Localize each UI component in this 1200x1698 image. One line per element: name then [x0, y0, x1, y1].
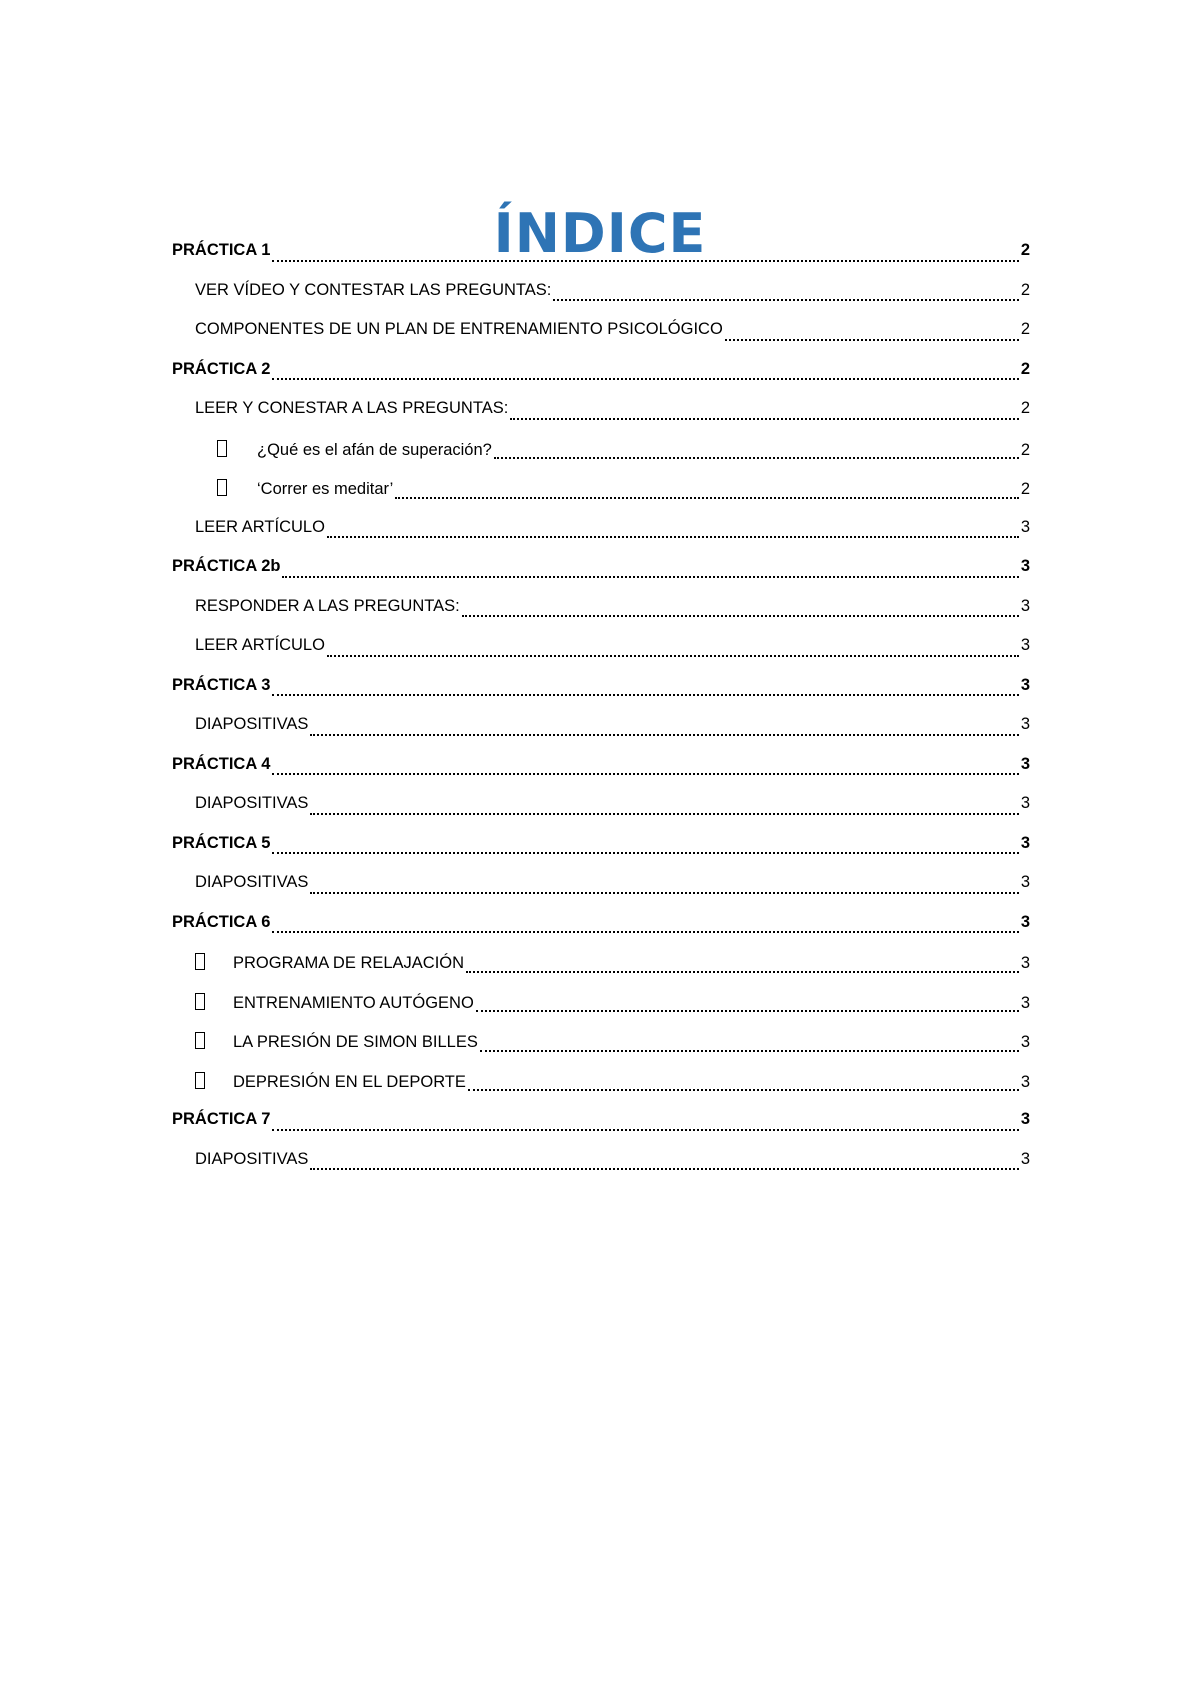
- dot-leader: [272, 1129, 1018, 1131]
- toc-entry[interactable]: [172, 675, 1030, 715]
- bullet-icon: [217, 479, 227, 496]
- toc-entry-title: PROGRAMA DE RELAJACIÓN: [233, 954, 465, 972]
- toc-entry-title: PRÁCTICA 2: [172, 359, 271, 378]
- toc-entry-title: DIAPOSITIVAS: [195, 873, 309, 891]
- toc-entry-title: VER VÍDEO Y CONTESTAR LAS PREGUNTAS:: [195, 280, 552, 299]
- toc-entry-title: PRÁCTICA 3: [172, 675, 271, 694]
- toc-page-number: 3: [1020, 675, 1030, 694]
- table-of-contents: [172, 240, 1030, 1188]
- toc-entry[interactable]: [172, 398, 1030, 438]
- dot-leader: [468, 1089, 1019, 1091]
- toc-entry-title: DIAPOSITIVAS: [195, 1149, 309, 1168]
- dot-leader: [395, 497, 1019, 499]
- toc-entry[interactable]: [172, 319, 1030, 359]
- toc-entry[interactable]: [172, 912, 1030, 952]
- toc-entry[interactable]: [172, 754, 1030, 794]
- dot-leader: [272, 260, 1018, 262]
- toc-entry[interactable]: [172, 1030, 1030, 1070]
- dot-leader: [272, 694, 1018, 696]
- dot-leader: [476, 1010, 1019, 1012]
- dot-leader: [272, 931, 1018, 933]
- toc-page-number: 3: [1020, 954, 1030, 972]
- toc-entry[interactable]: [172, 872, 1030, 912]
- dot-leader: [310, 813, 1018, 815]
- toc-entry[interactable]: [172, 1070, 1030, 1110]
- bullet-icon: [195, 1032, 205, 1049]
- toc-entry-title: PRÁCTICA 4: [172, 754, 271, 773]
- toc-entry-title: LA PRESIÓN DE SIMON BILLES: [233, 1033, 478, 1051]
- toc-entry-title: DEPRESIÓN EN EL DEPORTE: [233, 1072, 466, 1091]
- toc-entry-title: PRÁCTICA 2b: [172, 557, 281, 575]
- dot-leader: [462, 615, 1019, 617]
- toc-page-number: 3: [1020, 993, 1030, 1012]
- toc-entry-title: DIAPOSITIVAS: [195, 794, 309, 812]
- toc-entry[interactable]: [172, 477, 1030, 517]
- dot-leader: [282, 576, 1018, 578]
- toc-page-number: 3: [1020, 517, 1030, 536]
- dot-leader: [725, 339, 1019, 341]
- toc-page-number: 2: [1020, 280, 1030, 299]
- toc-page-number: 3: [1020, 794, 1030, 812]
- toc-entry[interactable]: [172, 438, 1030, 478]
- toc-entry-title: ¿Qué es el afán de superación?: [257, 440, 492, 459]
- toc-entry[interactable]: [172, 833, 1030, 873]
- toc-page-number: 2: [1020, 359, 1030, 378]
- toc-entry[interactable]: [172, 635, 1030, 675]
- toc-entry-title: DIAPOSITIVAS: [195, 715, 309, 733]
- toc-entry-title: PRÁCTICA 6: [172, 912, 271, 931]
- dot-leader: [272, 852, 1018, 854]
- toc-entry[interactable]: [172, 951, 1030, 991]
- toc-entry[interactable]: [172, 240, 1030, 280]
- toc-entry[interactable]: [172, 556, 1030, 596]
- dot-leader: [272, 773, 1018, 775]
- toc-page-number: 2: [1020, 399, 1030, 417]
- toc-entry[interactable]: [172, 1109, 1030, 1149]
- toc-page-number: 3: [1020, 833, 1030, 852]
- bullet-icon: [195, 953, 205, 970]
- toc-entry-title: LEER ARTÍCULO: [195, 636, 325, 654]
- dot-leader: [494, 457, 1019, 459]
- bullet-icon: [195, 993, 205, 1010]
- toc-entry[interactable]: [172, 517, 1030, 557]
- toc-page-number: 3: [1020, 1149, 1030, 1168]
- toc-entry[interactable]: [172, 793, 1030, 833]
- toc-page-number: 3: [1020, 715, 1030, 733]
- toc-entry-title: RESPONDER A LAS PREGUNTAS:: [195, 596, 460, 615]
- toc-entry[interactable]: [172, 1149, 1030, 1189]
- toc-page-number: 3: [1020, 754, 1030, 773]
- toc-entry-title: ‘Correr es meditar’: [257, 480, 394, 498]
- dot-leader: [480, 1050, 1019, 1052]
- dot-leader: [327, 655, 1019, 657]
- toc-entry-title: LEER Y CONESTAR A LAS PREGUNTAS:: [195, 399, 509, 417]
- toc-entry[interactable]: [172, 714, 1030, 754]
- toc-entry-title: PRÁCTICA 1: [172, 241, 271, 259]
- toc-page-number: 3: [1020, 596, 1030, 615]
- page-title: ÍNDICE: [493, 202, 707, 266]
- toc-page-number: 3: [1020, 1033, 1030, 1051]
- toc-entry[interactable]: [172, 280, 1030, 320]
- dot-leader: [272, 378, 1018, 380]
- toc-page-number: 3: [1020, 912, 1030, 931]
- dot-leader: [310, 1168, 1018, 1170]
- toc-entry[interactable]: [172, 991, 1030, 1031]
- toc-page-number: 2: [1020, 480, 1030, 498]
- toc-entry-title: ENTRENAMIENTO AUTÓGENO: [233, 993, 474, 1012]
- toc-entry-title: PRÁCTICA 7: [172, 1110, 271, 1128]
- dot-leader: [510, 418, 1019, 420]
- toc-page-number: 3: [1020, 1110, 1030, 1128]
- toc-page-number: 3: [1020, 873, 1030, 891]
- dot-leader: [310, 734, 1018, 736]
- toc-page-number: 2: [1020, 241, 1030, 259]
- toc-page-number: 3: [1020, 636, 1030, 654]
- dot-leader: [553, 299, 1018, 301]
- toc-page-number: 2: [1020, 320, 1030, 338]
- dot-leader: [466, 971, 1019, 973]
- bullet-icon: [217, 440, 227, 457]
- toc-entry-title: LEER ARTÍCULO: [195, 517, 325, 536]
- toc-entry-title: PRÁCTICA 5: [172, 833, 271, 852]
- toc-page-number: 3: [1020, 1072, 1030, 1091]
- dot-leader: [327, 536, 1019, 538]
- bullet-icon: [195, 1072, 205, 1089]
- dot-leader: [310, 892, 1018, 894]
- toc-entry[interactable]: [172, 359, 1030, 399]
- toc-page-number: 3: [1020, 557, 1030, 575]
- toc-entry-title: COMPONENTES DE UN PLAN DE ENTRENAMIENTO PSICOLÓGICO: [195, 320, 723, 338]
- toc-entry[interactable]: [172, 596, 1030, 636]
- toc-page-number: 2: [1020, 440, 1030, 459]
